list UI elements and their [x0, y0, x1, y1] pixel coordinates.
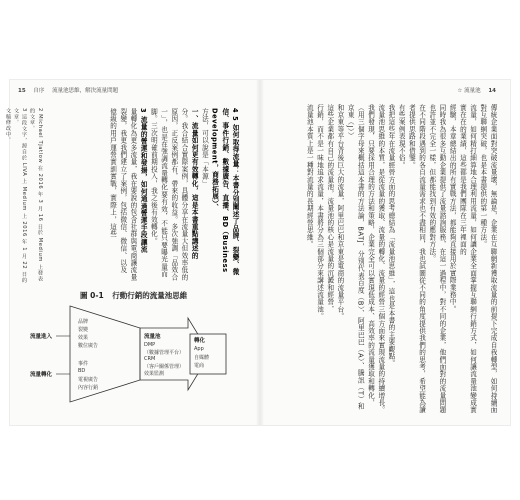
- pool-item: 效果監測: [144, 371, 165, 377]
- footnote-3-cont: 文稿修改中。: [5, 108, 11, 143]
- right-body-col: 行銷，而不是一味地追求流量，本書將分為三個部分來講述流量池。: [315, 104, 324, 320]
- right-page-part: ☆ 流量池: [457, 88, 481, 94]
- right-body-col: 在不同階段遇到的各自流量需求也不盡相同，我也試圖從不同的角度提供我們的思考，希望能為讀者提供思路和借鑒。: [407, 104, 426, 414]
- left-page-title: 流量池思維，解決流量問題: [52, 88, 119, 94]
- pool-item: CRM: [144, 356, 156, 362]
- left-page-header: [18, 86, 118, 94]
- footnote-2: 2 Michael Tjatlow 在 2016 年 3 月 16 日於 Medium 上發表的文章。: [29, 108, 43, 282]
- in-item: 裂變: [78, 327, 89, 333]
- conversion-item: 自媒體: [194, 355, 210, 361]
- left-body-col2: 方法，可以說是「本源」: [200, 108, 209, 188]
- right-body-col: 流量池本質上是一種對流量的長期經營思維。: [305, 104, 314, 248]
- right-body-col: 我把這些年在流量經營方面的思考總結為「流量池思維」，這也是本書的主要觀點。: [386, 104, 395, 368]
- right-body-col: 流量，如何精打細算地合理利用流量，如何讓企業全面掌握互聯網行銷方式，如何讓流量池變成實實在在的業績，這些都是我們團隊在三年裡面的: [458, 104, 477, 414]
- right-page: [260, 80, 510, 425]
- right-body-col: 我們發現，只要採用合理的方法和策略，企業完全可以實現低成本、高效率的流量獲取和轉化，: [366, 104, 375, 407]
- footnote-3: 3 這段文字，源自於 LIVA 上 Medium 上 2016 年 1 月 22 日的文章。: [13, 108, 27, 284]
- left-footnotes: [5, 108, 44, 284]
- left-page: [5, 80, 260, 425]
- right-body-text: [276, 104, 498, 416]
- pool-item: DMP: [144, 342, 156, 348]
- pool-item: （客戶關係管理）: [144, 364, 185, 370]
- left-body-col10: 裂變，我更我們建立了案例，包括微信、微信、以及: [118, 108, 127, 274]
- conversion-label: 轉化: [194, 338, 206, 344]
- right-body-col: 同時我為很多互動企業提供了流量諮詢服務，在這一過程中，對不同的企業，他們面對的流量問題也許並不完全一樣，但都能找到有效的應對方法。: [427, 104, 446, 414]
- left-body-text: [50, 108, 240, 284]
- right-body-col: 傳統企業面對突破流量壞，無論是，企業在互聯網新獲取流量的前提下完成自我轉型，如何持續面對互聯網突破，也是本書提供的第一種方法。: [478, 104, 497, 414]
- out-item: 電視廣告: [78, 377, 99, 383]
- right-body-col: 和京東等平台背後巨大的流量，阿里巴巴和京東是電商的流量平台。: [335, 104, 344, 320]
- right-body-col: 有些案例表現不俗。: [397, 104, 406, 169]
- out-item: 事件: [78, 361, 89, 367]
- right-page-header: [457, 86, 502, 94]
- left-body-col11: 億級的用戶運營實訓實戰，實際上，這些: [108, 108, 117, 238]
- pool-label: 流量池: [144, 334, 161, 340]
- left-page-chapter: 自序: [33, 88, 45, 94]
- left-page-number: 15: [18, 88, 26, 94]
- right-body-col: 經驗，本章總結出的所有實戰方法，都能夠直接用於實際業務中。: [448, 104, 457, 313]
- book-spread: [5, 80, 510, 425]
- pool-item: （數據管理平台）: [144, 350, 185, 356]
- in-item: 數位廣告: [78, 343, 99, 349]
- right-body-col: （用三個字母來概括這本書的方法論，BATJ，分別代表百度（B）、阿里巴巴（A）、騰訊（T）和京東（J））: [346, 104, 365, 410]
- conversion-item: 電商: [194, 363, 205, 369]
- left-body-col8: 3 流量的營運和發揚，如何通過營運手段讓流: [139, 108, 148, 253]
- flow-in-label: 流量進入: [30, 334, 53, 340]
- out-item: 內容行銷: [78, 385, 99, 391]
- figure-diagram: [30, 288, 248, 414]
- left-body-col7: 脚。三次明確前期投入，我之後有效轉化。: [149, 108, 158, 245]
- right-page-number: 14: [488, 88, 496, 94]
- right-body-col: 流量池思維的本質，是從流量的獲取、流量的轉化、流量的經營三個方面來實現流量的持續增長。: [376, 104, 385, 414]
- left-body-col4: 一、流量如何更有效轉化，這是本書重點講述的: [190, 108, 199, 260]
- left-body-col6: 一」，也是在強調流量轉化要有效，不能只要曝光量而: [159, 108, 168, 278]
- left-body-col5: 分。我合結合實際案例，具體分享在流量大但效率低的原因，正反案例都有，帶來的收益。多次強調「品效合: [169, 108, 188, 281]
- right-body-col: 這些企業都有自己的流量池，流量池的核心是流量的沉澱和經營，: [325, 104, 334, 313]
- in-item: 品牌: [78, 319, 89, 325]
- left-body-col1: 4 5 如何取得流量：本書分別闡述了品牌、裂變、微信、事件行銷、數據廣告、直播、BD（Business Development，商務拓展）、: [210, 108, 239, 276]
- conversion-item: App: [194, 346, 204, 352]
- out-item: BD: [78, 368, 86, 374]
- flow-out-label: 流量轉化: [30, 372, 53, 378]
- figure-number: 圖 0-1: [80, 291, 104, 300]
- figure-title: 行動行銷的流量池思維: [112, 291, 188, 300]
- in-item: 效果: [78, 335, 89, 341]
- left-body-col9: 量轉化為更多流量，我在要說的包含社群與電商讓流量: [128, 108, 137, 281]
- figure-flow-pool: [30, 288, 248, 414]
